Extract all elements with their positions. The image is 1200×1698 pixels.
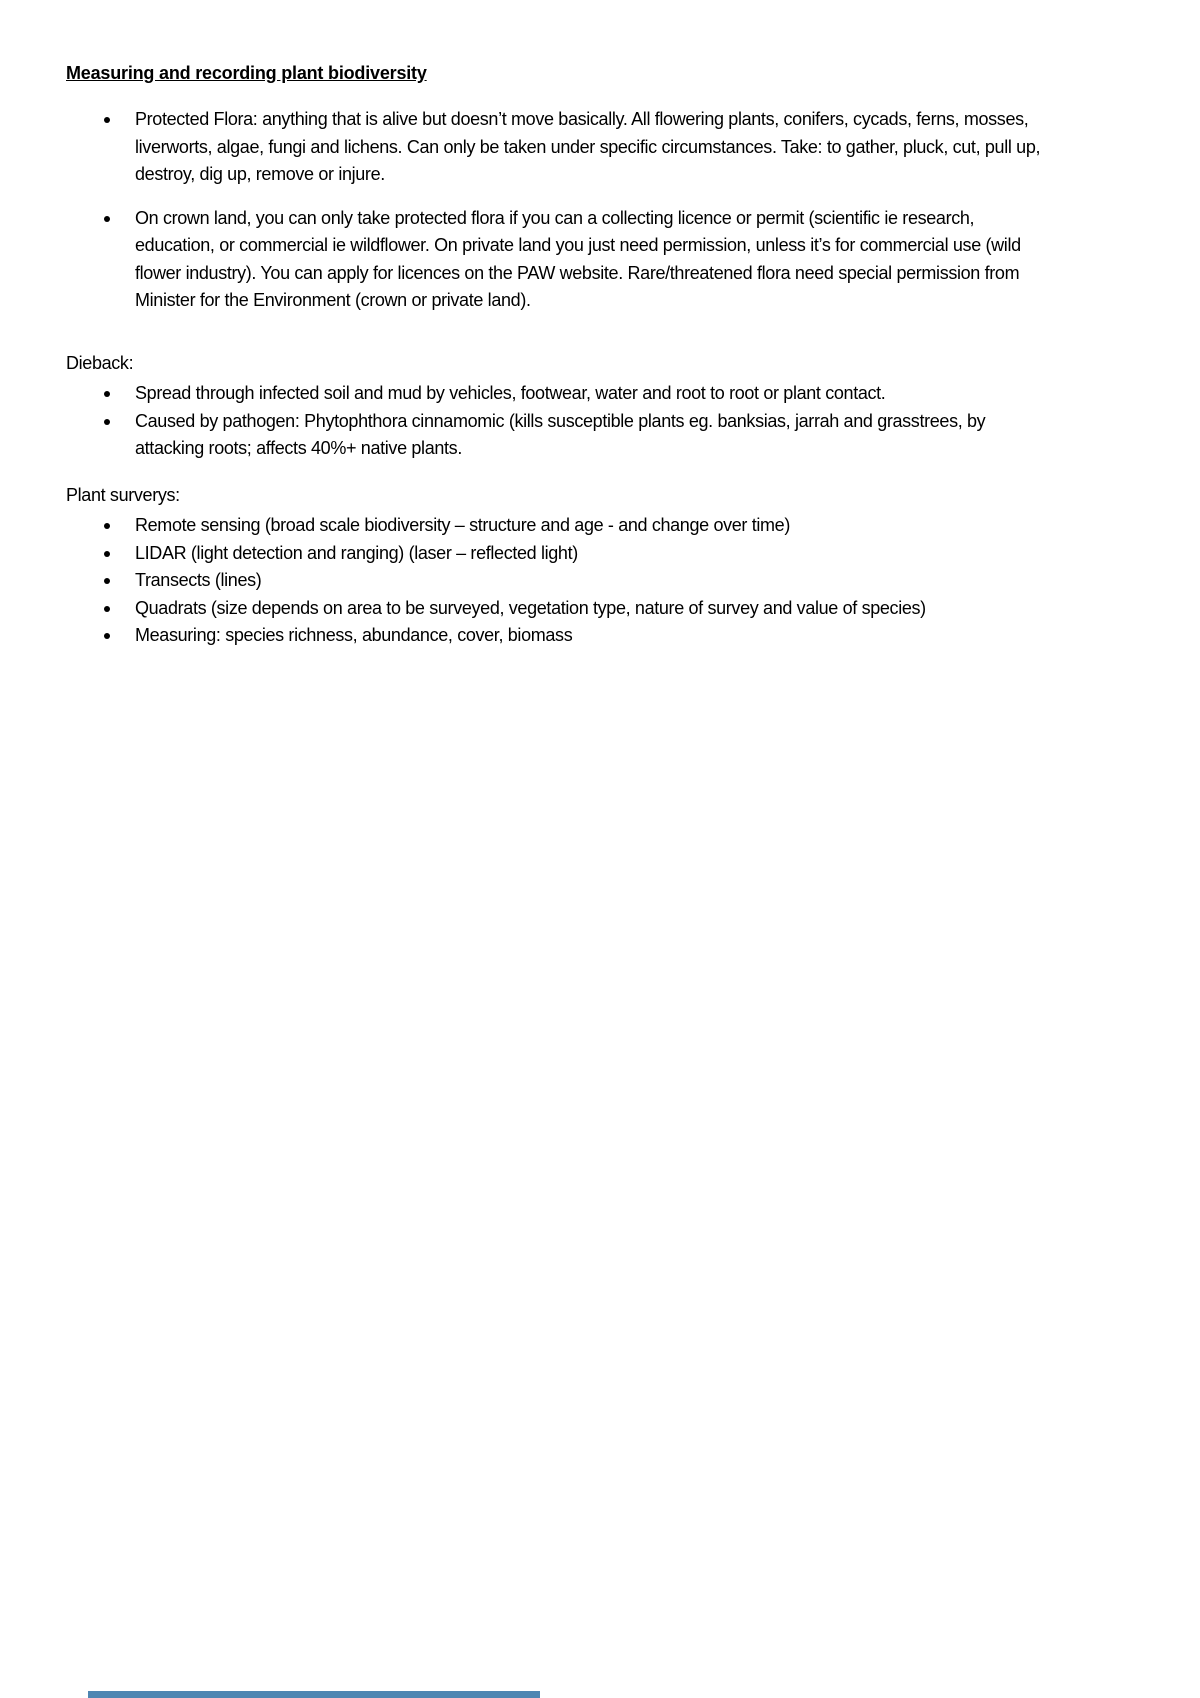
bullet-text: Transects (lines) [135,570,262,590]
bullet-text: On crown land, you can only take protected flora if you can a collecting licence or permit (scientific ie research, education, or commercial ie wildflower. On private land you just need permission, unless it’s for commercial use (wild flower industry). You can apply for licences on the PAW website. Rare/threatened flora need special permission from Minister for the Environment (crown or private land). [135,207,1021,310]
selection-highlight-bar [88,1691,540,1698]
bullet-text: Quadrats (size depends on area to be surveyed, vegetation type, nature of survey and value of species) [135,597,926,618]
bullet-text: Spread through infected soil and mud by vehicles, footwear, water and root to root or plant contact. [135,383,886,403]
document-page [0,0,1200,650]
page-title: Measuring and recording plant biodiversity [66,63,427,83]
section-heading-plant-surveys: Plant surverys: [66,484,180,505]
section-heading-dieback: Dieback: [66,352,134,373]
bullet-item [66,512,1053,540]
intro-bullet-list [66,106,1136,315]
dieback-bullet-list [66,380,1136,463]
bullet-text: LIDAR (light detection and ranging) (laser – reflected light) [135,542,578,563]
bullet-item [66,106,1053,189]
bullet-text: Measuring: species richness, abundance, cover, biomass [135,625,573,645]
bullet-item [66,380,1053,408]
bullet-item [66,595,1053,623]
bullet-item [66,408,1053,463]
bullet-item [66,622,1053,650]
bullet-item [66,540,1053,568]
bullet-item [66,567,1053,595]
plant-surveys-bullet-list [66,512,1136,650]
bullet-item [66,205,1053,315]
bullet-text: Caused by pathogen: Phytophthora cinnamomic (kills susceptible plants eg. banksias, jarrah and grasstrees, by attacking roots; affects 40%+ native plants. [135,410,986,458]
bullet-text: Remote sensing (broad scale biodiversity – structure and age - and change over time) [135,515,790,535]
bullet-text: Protected Flora: anything that is alive but doesn’t move basically. All flowering plants, conifers, cycads, ferns, mosses, liverworts, algae, fungi and lichens. Can only be taken under specific circumstances. Take: to gather, pluck, cut, pull up, destroy, dig up, remove or injure. [135,109,1041,184]
